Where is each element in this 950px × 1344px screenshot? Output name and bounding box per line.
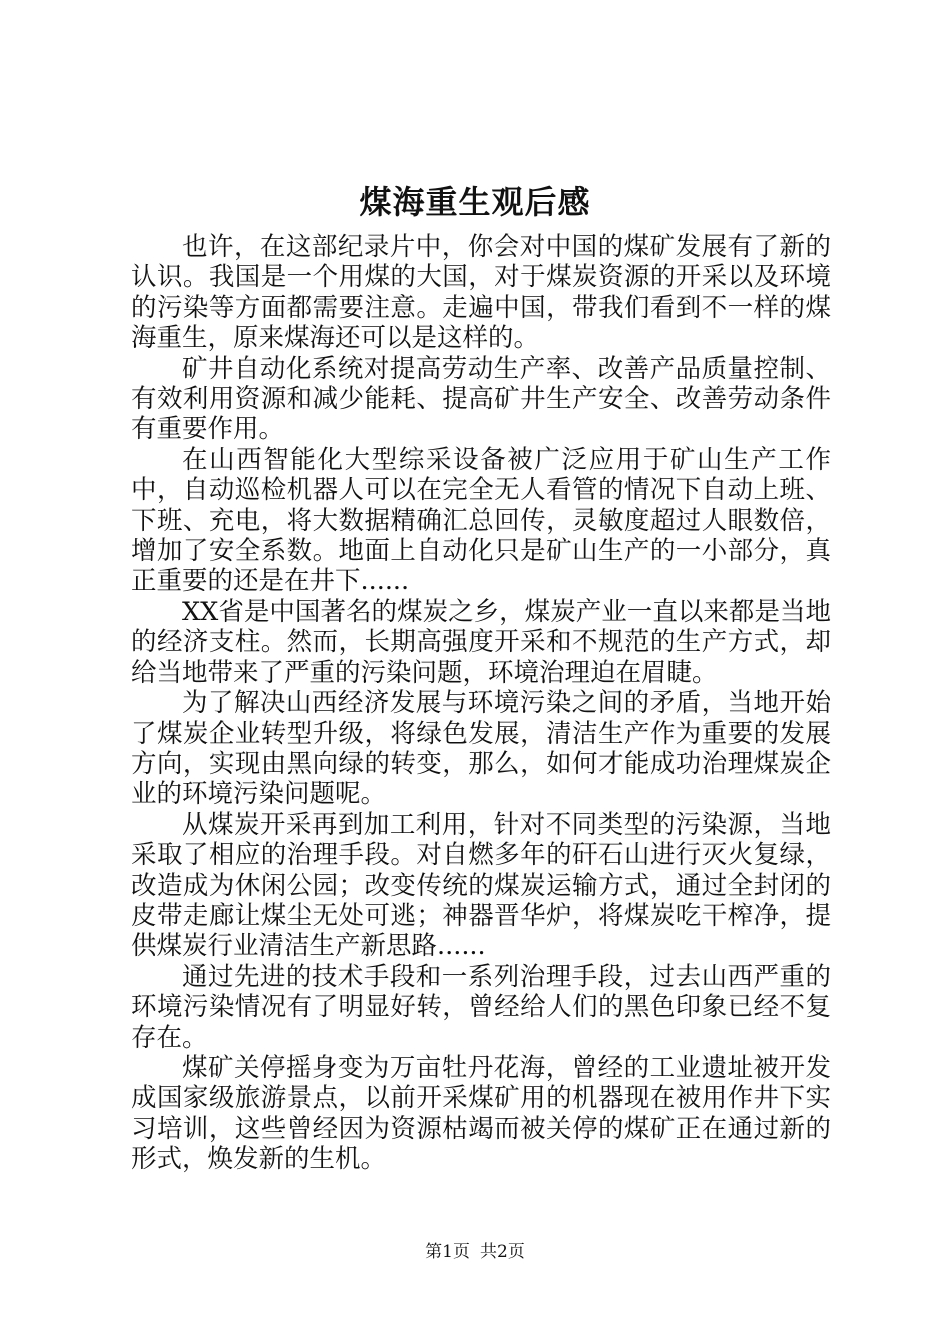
paragraph-4: XX省是中国著名的煤炭之乡，煤炭产业一直以来都是当地的经济支柱。然而，长期高强度开采和不规范的生产方式，却给当地带来了严重的污染问题，环境治理迫在眉睫。 <box>131 596 831 688</box>
paragraph-3: 在山西智能化大型综采设备被广泛应用于矿山生产工作中，自动巡检机器人可以在完全无人看管的情况下自动上班、下班、充电，将大数据精确汇总回传，灵敏度超过人眼数倍，增加了安全系数。地面上自动化只是矿山生产的一小部分，真正重要的还是在井下...... <box>131 444 831 597</box>
page-number: 第1页 <box>425 1242 470 1262</box>
paragraph-1: 也许，在这部纪录片中，你会对中国的煤矿发展有了新的认识。我国是一个用煤的大国，对于煤炭资源的开采以及环境的污染等方面都需要注意。走遍中国，带我们看到不一样的煤海重生，原来煤海还可以是这样的。 <box>131 232 831 354</box>
paragraph-6: 从煤炭开采再到加工利用，针对不同类型的污染源，当地采取了相应的治理手段。对自燃多年的矸石山进行灭火复绿，改造成为休闲公园；改变传统的煤炭运输方式，通过全封闭的皮带走廊让煤尘无处可逃；神器晋华炉，将煤炭吃干榨净，提供煤炭行业清洁生产新思路...... <box>131 809 831 962</box>
page-footer <box>0 1240 950 1264</box>
document-body <box>131 232 831 1175</box>
page-total: 共2页 <box>480 1242 525 1262</box>
paragraph-7: 通过先进的技术手段和一系列治理手段，过去山西严重的环境污染情况有了明显好转，曾经给人们的黑色印象已经不复存在。 <box>131 961 831 1053</box>
document-title: 煤海重生观后感 <box>359 183 591 221</box>
paragraph-2: 矿井自动化系统对提高劳动生产率、改善产品质量控制、有效利用资源和减少能耗、提高矿井生产安全、改善劳动条件有重要作用。 <box>131 353 831 445</box>
paragraph-5: 为了解决山西经济发展与环境污染之间的矛盾，当地开始了煤炭企业转型升级，将绿色发展，清洁生产作为重要的发展方向，实现由黑向绿的转变，那么，如何才能成功治理煤炭企业的环境污染问题呢。 <box>131 688 831 810</box>
paragraph-8: 煤矿关停摇身变为万亩牡丹花海，曾经的工业遗址被开发成国家级旅游景点，以前开采煤矿用的机器现在被用作井下实习培训，这些曾经因为资源枯竭而被关停的煤矿正在通过新的形式，焕发新的生机。 <box>131 1052 831 1175</box>
